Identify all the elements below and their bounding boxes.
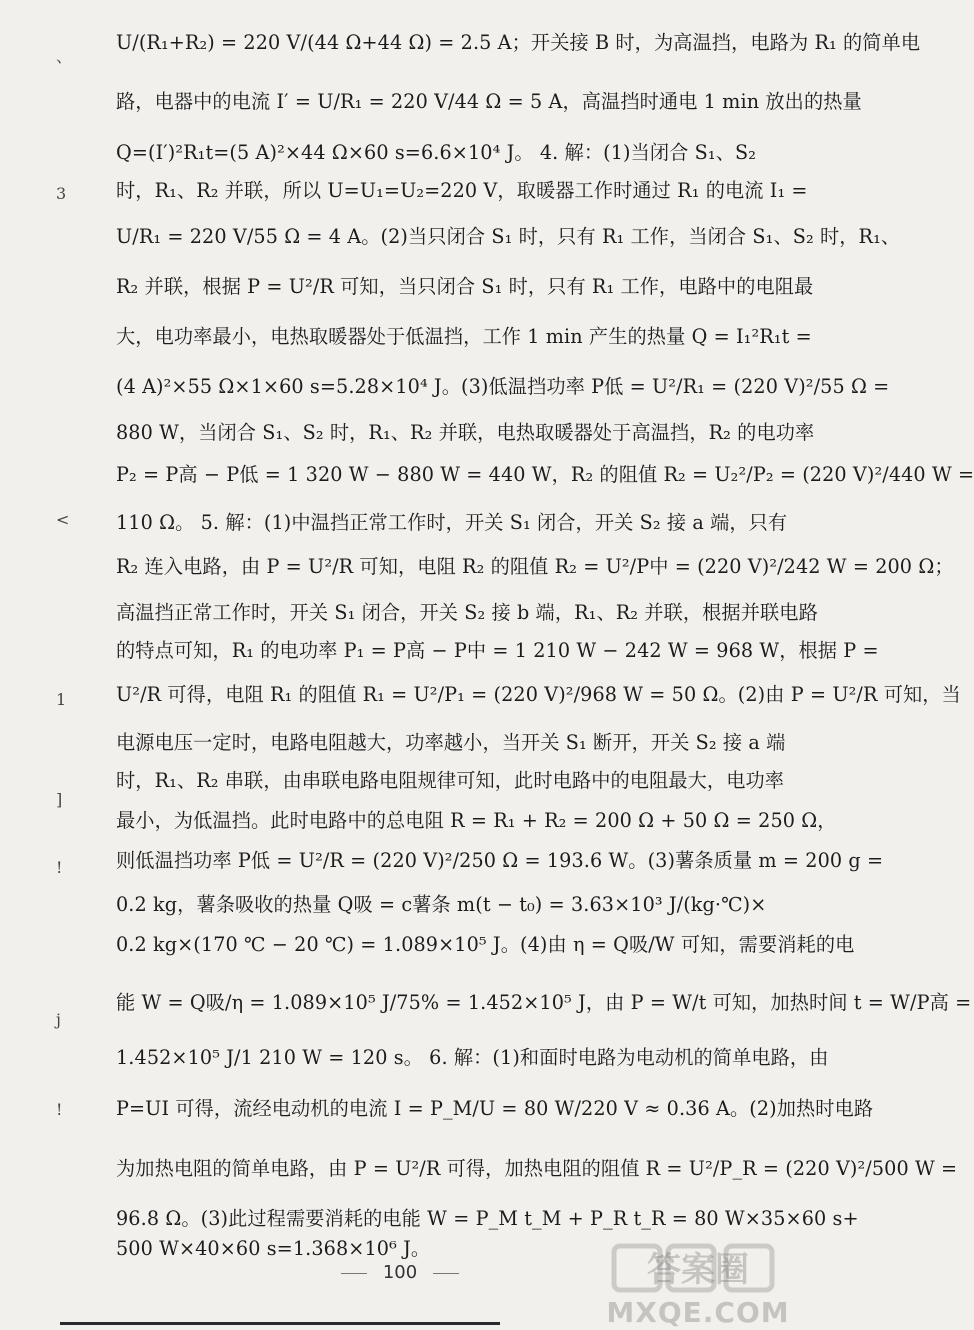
text-line: 96.8 Ω。(3)此过程需要消耗的电能 W = P_M t_M + P_R t_R = 80 W×35×60 s+: [116, 1207, 859, 1230]
margin-mark: <: [56, 510, 70, 529]
margin-mark: 3: [56, 184, 67, 203]
watermark-text-bottom: MXQE.COM: [606, 1296, 790, 1329]
margin-mark: ]: [56, 790, 63, 809]
margin-mark: 1: [56, 690, 67, 709]
text-line: 则低温挡功率 P低 = U²/R = (220 V)²/250 Ω = 193.6 W。(3)薯条质量 m = 200 g =: [116, 849, 884, 872]
text-line: 为加热电阻的简单电路，由 P = U²/R 可得，加热电阻的阻值 R = U²/P_R = (220 V)²/500 W =: [116, 1157, 958, 1180]
text-line: 能 W = Q吸/η = 1.089×10⁵ J/75% = 1.452×10⁵ J，由 P = W/t 可知，加热时间 t = W/P高 =: [116, 991, 972, 1014]
text-line: 110 Ω。 5. 解：(1)中温挡正常工作时，开关 S₁ 闭合，开关 S₂ 接 a 端，只有: [116, 511, 788, 534]
text-line: U/(R₁+R₂) = 220 V/(44 Ω+44 Ω) = 2.5 A；开关接 B 时，为高温挡，电路为 R₁ 的简单电: [116, 31, 921, 54]
watermark-logo: [598, 1238, 798, 1330]
text-line: Q=(I′)²R₁t=(5 A)²×44 Ω×60 s=6.6×10⁴ J。 4. 解：(1)当闭合 S₁、S₂: [116, 141, 757, 164]
page-number-dash-left: [341, 1273, 367, 1274]
text-line: R₂ 并联，根据 P = U²/R 可知，当只闭合 S₁ 时，只有 R₁ 工作，电路中的电阻最: [116, 275, 814, 298]
text-line: 880 W，当闭合 S₁、S₂ 时，R₁、R₂ 并联，电热取暖器处于高温挡，R₂ 的电功率: [116, 421, 815, 444]
text-line: 电源电压一定时，电路电阻越大，功率越小，当开关 S₁ 断开，开关 S₂ 接 a 端: [116, 731, 786, 754]
text-line: 1.452×10⁵ J/1 210 W = 120 s。 6. 解：(1)和面时电路为电动机的简单电路，由: [116, 1046, 829, 1069]
text-line: 500 W×40×60 s=1.368×10⁶ J。: [116, 1237, 431, 1260]
text-line: 的特点可知，R₁ 的电功率 P₁ = P高 − P中 = 1 210 W − 242 W = 968 W，根据 P =: [116, 639, 879, 662]
text-line: 最小，为低温挡。此时电路中的总电阻 R = R₁ + R₂ = 200 Ω + 50 Ω = 250 Ω，: [116, 809, 837, 832]
margin-mark: !: [56, 1100, 63, 1119]
footer-rule: [60, 1322, 500, 1325]
text-line: 0.2 kg×(170 ℃ − 20 ℃) = 1.089×10⁵ J。(4)由 η = Q吸/W 可知，需要消耗的电: [116, 933, 855, 956]
margin-mark: !: [56, 858, 63, 877]
text-line: R₂ 连入电路，由 P = U²/R 可知，电阻 R₂ 的阻值 R₂ = U²/P中 = (220 V)²/242 W = 200 Ω；: [116, 555, 954, 578]
text-line: 0.2 kg，薯条吸收的热量 Q吸 = c薯条 m(t − t₀) = 3.63×10³ J/(kg·℃)×: [116, 893, 767, 916]
text-line: 时，R₁、R₂ 串联，由串联电路电阻规律可知，此时电路中的电阻最大，电功率: [116, 769, 785, 792]
text-line: 高温挡正常工作时，开关 S₁ 闭合，开关 S₂ 接 b 端，R₁、R₂ 并联，根据并联电路: [116, 601, 818, 624]
page-number-dash-right: [433, 1273, 459, 1274]
text-line: U²/R 可得，电阻 R₁ 的阻值 R₁ = U²/P₁ = (220 V)²/968 W = 50 Ω。(2)由 P = U²/R 可知，当: [116, 683, 961, 706]
text-line: 路，电器中的电流 I′ = U/R₁ = 220 V/44 Ω = 5 A，高温挡时通电 1 min 放出的热量: [116, 90, 862, 113]
text-line: (4 A)²×55 Ω×1×60 s=5.28×10⁴ J。(3)低温挡功率 P低 = U²/R₁ = (220 V)²/55 Ω =: [116, 375, 890, 398]
margin-mark: 、: [56, 47, 73, 66]
page-number-value: 100: [382, 1262, 418, 1283]
text-line: P₂ = P高 − P低 = 1 320 W − 880 W = 440 W，R₂ 的阻值 R₂ = U₂²/P₂ = (220 V)²/440 W =: [116, 463, 974, 486]
text-line: P=UI 可得，流经电动机的电流 I = P_M/U = 80 W/220 V ≈ 0.36 A。(2)加热时电路: [116, 1097, 874, 1120]
text-line: 大，电功率最小，电热取暖器处于低温挡，工作 1 min 产生的热量 Q = I₁²R₁t =: [116, 325, 812, 348]
watermark-text-top: 答案圈: [647, 1250, 749, 1290]
text-line: U/R₁ = 220 V/55 Ω = 4 A。(2)当只闭合 S₁ 时，只有 R₁ 工作，当闭合 S₁、S₂ 时，R₁、: [116, 225, 901, 248]
margin-mark: j: [56, 1010, 61, 1029]
text-line: 时，R₁、R₂ 并联，所以 U=U₁=U₂=220 V，取暖器工作时通过 R₁ 的电流 I₁ =: [116, 179, 808, 202]
